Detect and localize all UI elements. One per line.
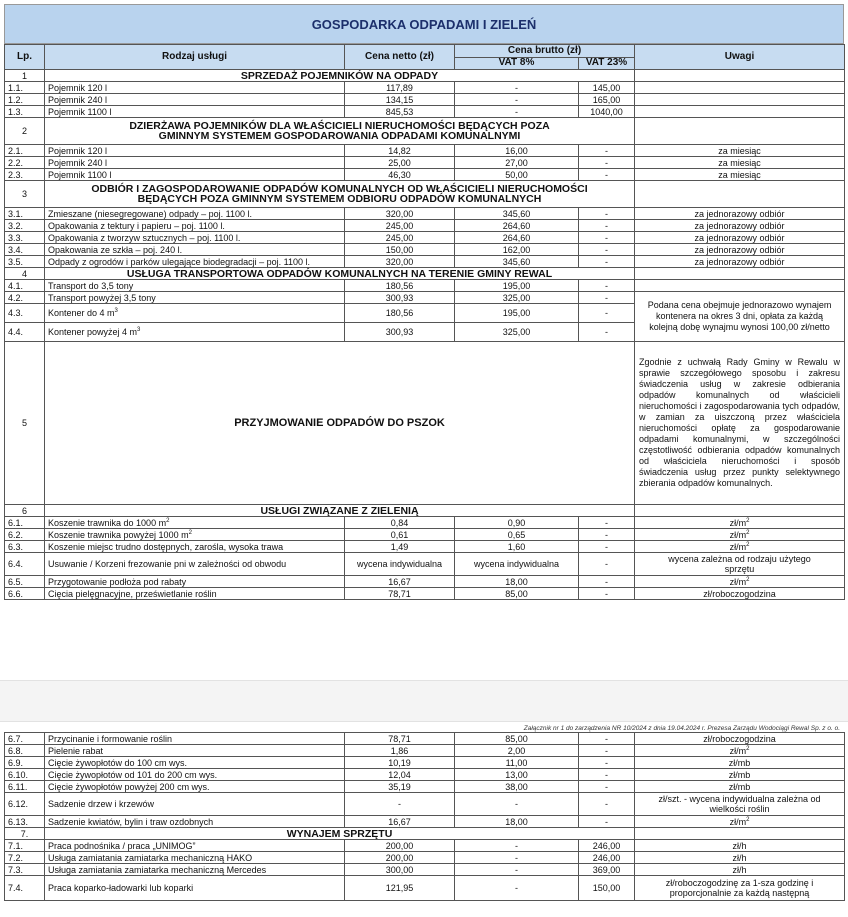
row-name: Przycinanie i formowanie roślin: [45, 733, 345, 745]
table-row: [5, 256, 845, 268]
row-lp: 6.3.: [5, 541, 45, 553]
table-row: [5, 541, 845, 553]
table-row: [5, 876, 845, 901]
header-row: [5, 45, 845, 58]
row-name: Opakowania ze szkła – poj. 240 l.: [45, 244, 345, 256]
row-net: 245,00: [345, 232, 455, 244]
row-note: zł/roboczogodzina: [635, 733, 845, 745]
row-vat23: -: [579, 169, 635, 181]
row-note: $zł/m^2$: [635, 541, 845, 553]
row-vat8: -: [455, 840, 579, 852]
table-row: [5, 208, 845, 220]
row-lp: 6.2.: [5, 529, 45, 541]
table-row: [5, 553, 845, 576]
row-lp: 2.2.: [5, 157, 45, 169]
row-vat23: -: [579, 220, 635, 232]
table-row: [5, 757, 845, 769]
table-row: [5, 745, 845, 757]
row-vat23: -: [579, 576, 635, 588]
row-vat8: 16,00: [455, 145, 579, 157]
row-vat23: -: [579, 757, 635, 769]
row-net: 35,19: [345, 781, 455, 793]
price-table-continued: [4, 732, 845, 901]
row-vat23: -: [579, 816, 635, 828]
row-name: Cięcie żywopłotów do 100 cm wys.: [45, 757, 345, 769]
row-name: Pojemnik 120 l: [45, 145, 345, 157]
row-lp: 4.1.: [5, 280, 45, 292]
row-name: Transport do 3,5 tony: [45, 280, 345, 292]
row-vat8: -: [455, 94, 579, 106]
table-row: [5, 292, 845, 304]
row-vat8: -: [455, 852, 579, 864]
row-lp: 6.4.: [5, 553, 45, 576]
row-vat23: -: [579, 145, 635, 157]
table-row: [5, 816, 845, 828]
section-row: [5, 828, 845, 840]
section-number: 5: [5, 342, 45, 505]
row-net: 46,30: [345, 169, 455, 181]
row-lp: 3.3.: [5, 232, 45, 244]
row-note: $zł/m^2$: [635, 576, 845, 588]
row-vat23: -: [579, 588, 635, 600]
table-row: [5, 529, 845, 541]
row-lp: 7.2.: [5, 852, 45, 864]
row-name: Pojemnik 1100 l: [45, 106, 345, 118]
row-note: zł/szt. - wycena indywidualna zależna od wielkości roślin: [635, 793, 845, 816]
row-vat23: -: [579, 733, 635, 745]
row-vat23: -: [579, 292, 635, 304]
attachment-note: Załącznik nr 1 do zarządzenia NR 10/2024 z dnia 19.04.2024 r. Prezesa Zarządu Wodociągi Rewal Sp. z o. o.: [523, 725, 840, 732]
row-vat23: 165,00: [579, 94, 635, 106]
table-row: [5, 588, 845, 600]
row-name: Koszenie trawnika powyżej 1000 $m^2$: [45, 529, 345, 541]
row-note: zł/h: [635, 864, 845, 876]
row-name: Sadzenie drzew i krzewów: [45, 793, 345, 816]
row-net: 150,00: [345, 244, 455, 256]
row-vat8: wycena indywidualna: [455, 553, 579, 576]
row-lp: 4.4.: [5, 323, 45, 342]
row-lp: 2.1.: [5, 145, 45, 157]
row-note: zł/roboczogodzinę za 1-sza godzinę i proporcjonalnie za każdą następną: [635, 876, 845, 901]
row-vat23: 145,00: [579, 82, 635, 94]
row-vat23: -: [579, 244, 635, 256]
row-vat8: 11,00: [455, 757, 579, 769]
table-row: [5, 852, 845, 864]
container-note: Podana cena obejmuje jednorazowo wynajem kontenera na okres 3 dni, opłata za każdą kolejną dobę wynajmu wynosi 100,00 zł/netto: [635, 292, 845, 342]
row-lp: 7.4.: [5, 876, 45, 901]
row-net: 25,00: [345, 157, 455, 169]
row-note: $zł/m^2$: [635, 745, 845, 757]
table-row: [5, 220, 845, 232]
row-name: Cięcie żywopłotów powyżej 200 cm wys.: [45, 781, 345, 793]
unit-superscript: 3: [137, 327, 141, 333]
row-vat8: 195,00: [455, 304, 579, 323]
row-vat23: -: [579, 304, 635, 323]
row-name: Usługa zamiatania zamiatarka mechaniczną HAKO: [45, 852, 345, 864]
table-row: [5, 517, 845, 529]
section-title: USŁUGI ZWIĄZANE Z ZIELENIĄ: [45, 505, 635, 517]
header-net: Cena netto (zł): [345, 45, 455, 70]
row-note: za jednorazowy odbiór: [635, 256, 845, 268]
section-title: PRZYJMOWANIE ODPADÓW DO PSZOK: [45, 342, 635, 505]
section-row: [5, 505, 845, 517]
table-row: [5, 781, 845, 793]
row-lp: 6.5.: [5, 576, 45, 588]
row-name: Pojemnik 120 l: [45, 82, 345, 94]
row-lp: 4.3.: [5, 304, 45, 323]
row-net: 10,19: [345, 757, 455, 769]
row-net: 12,04: [345, 769, 455, 781]
row-name: Cięcia pielęgnacyjne, prześwietlanie roślin: [45, 588, 345, 600]
row-vat23: 150,00: [579, 876, 635, 901]
row-net: 200,00: [345, 840, 455, 852]
row-vat8: -: [455, 876, 579, 901]
row-vat8: 345,60: [455, 256, 579, 268]
row-net: 78,71: [345, 588, 455, 600]
row-lp: 4.2.: [5, 292, 45, 304]
row-vat23: -: [579, 323, 635, 342]
section-number: 2: [5, 118, 45, 145]
row-note: za jednorazowy odbiór: [635, 208, 845, 220]
row-vat23: -: [579, 793, 635, 816]
table-row: [5, 793, 845, 816]
header-vat23: VAT 23%: [579, 57, 635, 70]
table-row: [5, 280, 845, 292]
row-lp: 6.6.: [5, 588, 45, 600]
row-lp: 2.3.: [5, 169, 45, 181]
row-note: wycena zależna od rodzaju użytego sprzętu: [635, 553, 845, 576]
row-vat8: 18,00: [455, 816, 579, 828]
row-vat8: 264,60: [455, 220, 579, 232]
row-vat23: -: [579, 517, 635, 529]
pszok-note: Zgodnie z uchwałą Rady Gminy w Rewalu w sprawie szczegółowego sposobu i zakresu świadczenia usług w zakresie odbierania odpadów komunalnych od właścicieli nieruchomości i zagospodarowania tych odpadów, w zamian za uiszczoną przez właściciela nieruchomości opłatę za gospodarowanie odpadami komunalnymi, w szczególności częstotliwość odbierania odpadów komunalnych od właściciela nieruchomości i sposób świadczenia usług przez punkty selektywnego zbierania odpadów komunalnych.: [635, 342, 845, 505]
row-net: 1,49: [345, 541, 455, 553]
row-net: 121,95: [345, 876, 455, 901]
section-number: 4: [5, 268, 45, 280]
row-name: Praca podnośnika / praca „UNIMOG”: [45, 840, 345, 852]
row-vat8: 13,00: [455, 769, 579, 781]
table-row: [5, 864, 845, 876]
row-name: Cięcie żywopłotów od 101 do 200 cm wys.: [45, 769, 345, 781]
row-vat23: -: [579, 256, 635, 268]
row-note: za jednorazowy odbiór: [635, 244, 845, 256]
section-row: [5, 268, 845, 280]
table-row: [5, 840, 845, 852]
row-name: Koszenie trawnika do 1000 $m^2$: [45, 517, 345, 529]
row-vat8: 27,00: [455, 157, 579, 169]
section-title: [45, 118, 635, 145]
row-net: wycena indywidualna: [345, 553, 455, 576]
row-lp: 6.10.: [5, 769, 45, 781]
row-vat8: 50,00: [455, 169, 579, 181]
row-lp: 3.5.: [5, 256, 45, 268]
section-title: [45, 181, 635, 208]
row-note: zł/h: [635, 852, 845, 864]
row-net: 320,00: [345, 256, 455, 268]
row-vat8: -: [455, 864, 579, 876]
section-title: USŁUGA TRANSPORTOWA ODPADÓW KOMUNALNYCH NA TERENIE GMINY REWAL: [45, 268, 635, 280]
row-vat23: -: [579, 781, 635, 793]
row-net: 180,56: [345, 280, 455, 292]
table-row: [5, 94, 845, 106]
row-vat8: 2,00: [455, 745, 579, 757]
row-lp: 6.7.: [5, 733, 45, 745]
section-number: 3: [5, 181, 45, 208]
row-net: -: [345, 793, 455, 816]
row-net: 16,67: [345, 816, 455, 828]
section-title-line: DZIERŻAWA POJEMNIKÓW DLA WŁAŚCICIELI NIERUCHOMOŚCI BĘDĄCYCH POZA: [129, 120, 550, 132]
row-lp: 3.1.: [5, 208, 45, 220]
row-name: Pielenie rabat: [45, 745, 345, 757]
table-row: [5, 82, 845, 94]
row-note: za miesiąc: [635, 169, 845, 181]
row-name: Opakowania z tworzyw sztucznych – poj. 1100 l.: [45, 232, 345, 244]
header-lp: Lp.: [5, 45, 45, 70]
table-row: [5, 733, 845, 745]
row-name: Praca koparko-ładowarki lub koparki: [45, 876, 345, 901]
row-net: 0,84: [345, 517, 455, 529]
row-name: Przygotowanie podłoża pod rabaty: [45, 576, 345, 588]
row-lp: 6.1.: [5, 517, 45, 529]
section-number: 1: [5, 70, 45, 82]
row-vat23: 1040,00: [579, 106, 635, 118]
row-note: za miesiąc: [635, 145, 845, 157]
row-vat8: 85,00: [455, 733, 579, 745]
row-vat8: 18,00: [455, 576, 579, 588]
row-net: 300,93: [345, 323, 455, 342]
row-note: zł/h: [635, 840, 845, 852]
row-lp: 7.3.: [5, 864, 45, 876]
section-title-line: ODBIÓR I ZAGOSPODAROWANIE ODPADÓW KOMUNALNYCH OD WŁAŚCICIELI NIERUCHOMOŚCI: [91, 183, 588, 195]
page-break: [0, 680, 848, 722]
row-vat23: -: [579, 553, 635, 576]
row-name: Koszenie miejsc trudno dostępnych, zarośla, wysoka trawa: [45, 541, 345, 553]
row-net: 117,89: [345, 82, 455, 94]
row-name: Kontener do 4 $m^3$: [45, 304, 345, 323]
row-vat8: 264,60: [455, 232, 579, 244]
row-name: Zmieszane (niesegregowane) odpady – poj. 1100 l.: [45, 208, 345, 220]
section-number: 7.: [5, 828, 45, 840]
row-name: Kontener powyżej 4 $m^3$: [45, 323, 345, 342]
row-net: 845,53: [345, 106, 455, 118]
row-lp: 7.1.: [5, 840, 45, 852]
row-lp: 6.11.: [5, 781, 45, 793]
row-lp: 1.1.: [5, 82, 45, 94]
section-title-line: GMINNYM SYSTEMEM GOSPODAROWANIA ODPADAMI KOMUNALNYMI: [158, 130, 521, 142]
row-vat8: 345,60: [455, 208, 579, 220]
row-note: za miesiąc: [635, 157, 845, 169]
row-lp: 1.3.: [5, 106, 45, 118]
header-gross: Cena brutto (zł): [455, 45, 635, 58]
row-net: 1,86: [345, 745, 455, 757]
section-row: [5, 118, 845, 145]
row-net: 78,71: [345, 733, 455, 745]
row-lp: 6.9.: [5, 757, 45, 769]
table-row: [5, 169, 845, 181]
row-vat8: 325,00: [455, 292, 579, 304]
row-net: 245,00: [345, 220, 455, 232]
row-name: Transport powyżej 3,5 tony: [45, 292, 345, 304]
row-vat23: -: [579, 541, 635, 553]
table-row: [5, 157, 845, 169]
row-name: Opakowania z tektury i papieru – poj. 1100 l.: [45, 220, 345, 232]
price-table: [4, 44, 845, 600]
row-lp: 6.12.: [5, 793, 45, 816]
row-net: 0,61: [345, 529, 455, 541]
row-vat23: -: [579, 769, 635, 781]
row-vat8: 0,65: [455, 529, 579, 541]
row-name: Pojemnik 1100 l: [45, 169, 345, 181]
row-vat23: -: [579, 157, 635, 169]
section-title: WYNAJEM SPRZĘTU: [45, 828, 635, 840]
page-title: GOSPODARKA ODPADAMI I ZIELEŃ: [4, 4, 844, 44]
row-vat8: -: [455, 82, 579, 94]
row-note: zł/mb: [635, 769, 845, 781]
row-lp: 6.8.: [5, 745, 45, 757]
section-number: 6: [5, 505, 45, 517]
unit-superscript: 3: [114, 308, 118, 314]
row-vat23: 246,00: [579, 840, 635, 852]
row-net: 14,82: [345, 145, 455, 157]
row-vat8: 0,90: [455, 517, 579, 529]
row-note: zł/roboczogodzina: [635, 588, 845, 600]
table-row: [5, 769, 845, 781]
header-service: Rodzaj usługi: [45, 45, 345, 70]
section-row: [5, 342, 845, 505]
row-lp: 6.13.: [5, 816, 45, 828]
row-note: zł/mb: [635, 757, 845, 769]
row-note: $zł/m^2$: [635, 517, 845, 529]
row-vat8: 162,00: [455, 244, 579, 256]
row-vat8: -: [455, 793, 579, 816]
row-lp: 3.4.: [5, 244, 45, 256]
row-note: $zł/m^2$: [635, 529, 845, 541]
section-row: [5, 70, 845, 82]
table-row: [5, 145, 845, 157]
row-name: Sadzenie kwiatów, bylin i traw ozdobnych: [45, 816, 345, 828]
row-vat8: 325,00: [455, 323, 579, 342]
table-row: [5, 576, 845, 588]
section-title-line: BĘDĄCYCH POZA GMINNYM SYSTEMEM ODBIORU ODPADÓW KOMUNALNYCH: [137, 193, 542, 205]
row-vat23: -: [579, 529, 635, 541]
row-note: za jednorazowy odbiór: [635, 220, 845, 232]
row-vat8: 38,00: [455, 781, 579, 793]
row-note: $zł/m^2$: [635, 816, 845, 828]
row-vat23: -: [579, 232, 635, 244]
row-vat23: 246,00: [579, 852, 635, 864]
table-row: [5, 232, 845, 244]
row-net: 320,00: [345, 208, 455, 220]
row-vat23: -: [579, 208, 635, 220]
row-note: zł/mb: [635, 781, 845, 793]
row-vat8: 1,60: [455, 541, 579, 553]
row-lp: 1.2.: [5, 94, 45, 106]
header-vat8: VAT 8%: [455, 57, 579, 70]
row-name: Odpady z ogrodów i parków ulegające biodegradacji – poj. 1100 l.: [45, 256, 345, 268]
row-net: 134,15: [345, 94, 455, 106]
section-row: [5, 181, 845, 208]
row-net: 200,00: [345, 852, 455, 864]
row-vat23: -: [579, 745, 635, 757]
row-vat8: 85,00: [455, 588, 579, 600]
row-net: 300,93: [345, 292, 455, 304]
row-vat23: -: [579, 280, 635, 292]
row-net: 180,56: [345, 304, 455, 323]
row-note: za jednorazowy odbiór: [635, 232, 845, 244]
row-vat23: 369,00: [579, 864, 635, 876]
table-row: [5, 106, 845, 118]
row-name: Usuwanie / Korzeni frezowanie pni w zależności od obwodu: [45, 553, 345, 576]
row-name: Pojemnik 240 l: [45, 157, 345, 169]
row-lp: 3.2.: [5, 220, 45, 232]
row-name: Pojemnik 240 l: [45, 94, 345, 106]
table-row: [5, 244, 845, 256]
row-net: 300,00: [345, 864, 455, 876]
row-net: 16,67: [345, 576, 455, 588]
row-name: Usługa zamiatania zamiatarka mechaniczną Mercedes: [45, 864, 345, 876]
header-notes: Uwagi: [635, 45, 845, 70]
row-vat8: 195,00: [455, 280, 579, 292]
row-vat8: -: [455, 106, 579, 118]
section-title: SPRZEDAŻ POJEMNIKÓW NA ODPADY: [45, 70, 635, 82]
